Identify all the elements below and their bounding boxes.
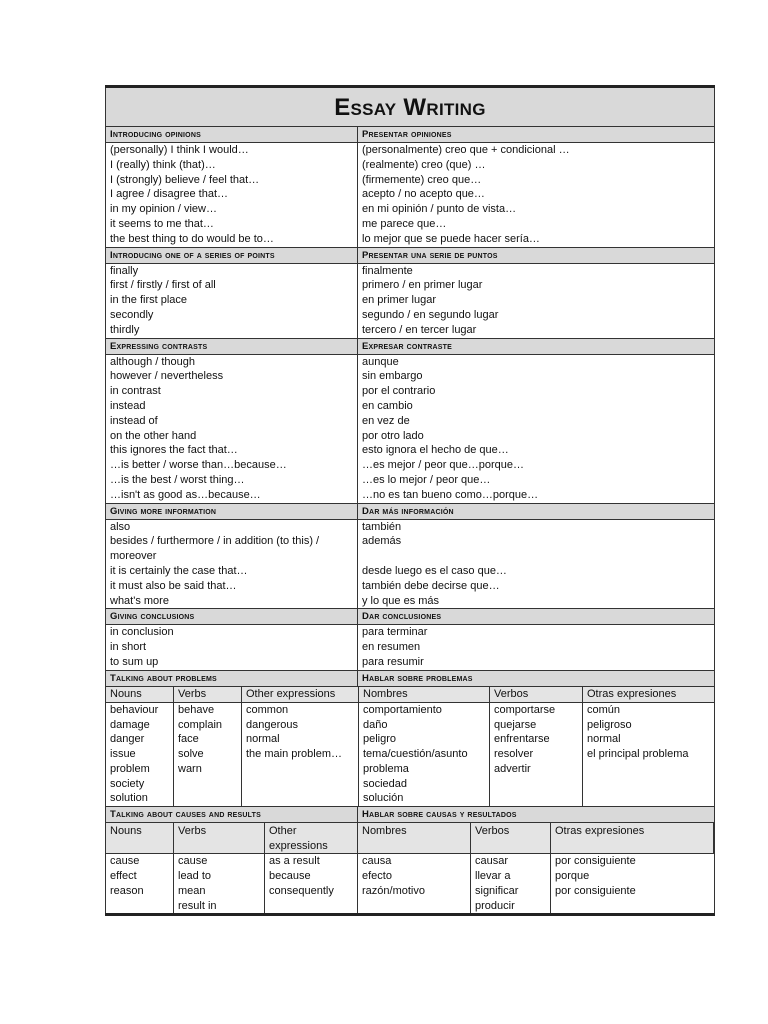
section-header-causes [106,806,714,823]
list-item: mean [178,884,206,897]
list-item: in conclusion [110,626,174,639]
list-item: it is certainly the case that… [110,564,248,577]
en-list [106,143,358,247]
list-item: en primer lugar [362,294,436,307]
list-item: me parece que… [362,217,447,230]
col-header: Verbos [490,687,583,702]
es-header: Presentar una serie de puntos [362,249,498,261]
list-item: society [110,777,145,790]
list-item: por consiguiente [555,855,636,868]
list-item: resolver [494,748,534,761]
list-item: causa [362,855,392,868]
list-item: el principal problema [587,748,689,761]
list-item: …no es tan bueno como…porque… [362,488,539,501]
en-other [265,854,358,913]
list-item: because [269,870,311,883]
en-list [106,264,358,338]
list-item: en resumen [362,641,421,654]
en-list [106,625,358,669]
list-item: por el contrario [362,385,436,398]
list-item: instead of [110,414,158,427]
list-item: the best thing to do would be to… [110,232,274,245]
en-header: Talking about problems [106,671,358,686]
col-header: Nombres [358,823,471,853]
list-item: in my opinion / view… [110,203,217,216]
section-body-problems [106,703,714,807]
list-item: efecto [362,870,392,883]
en-other [242,703,359,807]
list-item: llevar a [475,870,511,883]
list-item: I (strongly) believe / feel that… [110,173,260,186]
list-item: (personally) I think I would… [110,144,249,156]
list-item: problema [363,762,409,775]
es-list [358,264,714,338]
column-headers-problems [106,687,714,703]
col-header: Verbs [174,823,265,853]
list-item: peligroso [587,718,632,731]
list-item: result in [178,899,217,912]
list-item: advertir [494,762,531,775]
list-item: as a result [269,855,320,868]
list-item: what's more [110,594,169,607]
list-item: peligro [363,733,397,746]
list-item: tercero / en tercer lugar [362,323,477,336]
list-item: on the other hand [110,429,197,442]
page-title: Essay Writing [106,88,714,127]
list-item: por consiguiente [555,884,636,897]
list-item: en mi opinión / punto de vista… [362,203,517,216]
col-header: Otras expresiones [587,687,677,700]
col-header: Verbos [471,823,551,853]
es-header: Expresar contraste [362,340,452,352]
list-item: cause [178,855,208,868]
list-item: y lo que es más [362,594,440,607]
col-header: Nouns [106,823,174,853]
list-item [362,549,714,564]
col-header: Nombres [359,687,490,702]
list-item: common [246,703,289,716]
list-item: instead [110,399,146,412]
en-header: Expressing contrasts [106,339,358,354]
col-header: Nouns [106,687,174,702]
list-item: aunque [362,355,399,368]
list-item: …es lo mejor / peor que… [362,473,491,486]
en-verbs [174,854,265,913]
list-item: also [110,520,131,533]
list-item: solution [110,792,148,805]
list-item: …is better / worse than…because… [110,459,287,472]
list-item: razón/motivo [362,884,425,897]
section-header-contrasts [106,338,714,355]
list-item: solve [178,748,204,761]
essay-writing-sheet [105,85,715,916]
list-item: enfrentarse [494,733,550,746]
es-other [583,703,714,807]
column-headers-causes [106,823,714,854]
list-item: primero / en primer lugar [362,279,483,292]
es-header: Dar conclusiones [362,611,442,623]
list-item: reason [110,884,144,897]
col-header: Other expressions [265,823,358,853]
section-body-causes [106,854,714,913]
en-nouns [106,854,174,913]
list-item: sin embargo [362,370,423,383]
list-item: normal [246,733,280,746]
list-item: acepto / no acepto que… [362,188,485,201]
list-item: normal [587,733,621,746]
list-item: (personalmente) creo que + condicional … [362,144,570,156]
en-header: Talking about causes and results [106,807,358,822]
list-item: (firmemente) creo que… [362,173,482,186]
list-item: lo mejor que se puede hacer sería… [362,232,540,245]
list-item: thirdly [110,323,140,336]
list-item: …isn't as good as…because… [110,488,261,501]
list-item: finalmente [362,264,413,277]
es-header: Hablar sobre problemas [362,672,473,684]
section-header-conclusions [106,608,714,625]
list-item: producir [475,899,515,912]
es-list [358,520,714,609]
list-item: effect [110,870,137,883]
section-body-conclusions [106,625,714,669]
list-item: en cambio [362,399,413,412]
es-header: Dar más información [362,505,454,517]
col-header: Otras expresiones [551,823,714,853]
section-header-info [106,503,714,520]
en-nouns [106,703,174,807]
list-item: también [362,520,402,533]
list-item: para terminar [362,626,428,639]
list-item: para resumir [362,655,424,668]
list-item: this ignores the fact that… [110,444,238,457]
list-item: quejarse [494,718,537,731]
list-item: cause [110,855,140,868]
list-item: solución [363,792,404,805]
list-item: problem [110,762,150,775]
list-item: …es mejor / peor que…porque… [362,459,525,472]
en-header: Introducing one of a series of points [106,248,358,263]
list-item: …is the best / worst thing… [110,473,245,486]
section-header-opinions [106,127,714,143]
list-item: it seems to me that… [110,217,214,230]
en-header: Introducing opinions [106,127,358,142]
list-item: although / though [110,355,196,368]
list-item: dangerous [246,718,298,731]
list-item: comportamiento [363,703,442,716]
list-item: in short [110,641,147,654]
list-item: por otro lado [362,429,424,442]
en-list [106,520,358,609]
list-item: consequently [269,884,334,897]
list-item: moreover [110,550,157,563]
es-nouns [358,854,471,913]
list-item: en vez de [362,414,410,427]
list-item: to sum up [110,655,159,668]
en-list [106,355,358,503]
list-item: desde luego es el caso que… [362,564,507,577]
list-item: esto ignora el hecho de que… [362,444,509,457]
list-item: porque [555,870,590,883]
list-item: daño [363,718,388,731]
es-header: Hablar sobre causas y resultados [362,809,517,821]
list-item: tema/cuestión/asunto [363,748,468,761]
list-item: I (really) think (that)… [110,158,216,171]
list-item: the main problem… [246,748,342,761]
list-item: danger [110,733,145,746]
en-header: Giving more information [106,504,358,519]
list-item: segundo / en segundo lugar [362,308,499,321]
list-item: besides / furthermore / in addition (to this) / [110,535,320,548]
list-item: it must also be said that… [110,579,237,592]
es-header: Presentar opiniones [362,129,452,140]
list-item: issue [110,748,136,761]
list-item: face [178,733,199,746]
es-verbs [490,703,583,807]
list-item: in contrast [110,385,161,398]
es-nouns [359,703,490,807]
en-verbs [174,703,242,807]
list-item: behaviour [110,703,159,716]
list-item: común [587,703,621,716]
section-body-contrasts [106,355,714,503]
es-list [358,143,714,247]
list-item: I agree / disagree that… [110,188,229,201]
list-item: behave [178,703,215,716]
section-body-opinions [106,143,714,247]
col-header: Other expressions [242,687,359,702]
es-list [358,625,714,669]
col-header: Verbs [174,687,242,702]
section-body-info [106,520,714,609]
list-item: complain [178,718,223,731]
list-item: in the first place [110,294,188,307]
list-item: however / nevertheless [110,370,224,383]
list-item: además [362,535,402,548]
section-body-points [106,264,714,338]
section-header-points [106,247,714,264]
list-item: finally [110,264,139,277]
list-item: sociedad [363,777,408,790]
en-header: Giving conclusions [106,609,358,624]
list-item: lead to [178,870,212,883]
list-item: first / firstly / first of all [110,279,216,292]
list-item: causar [475,855,509,868]
es-verbs [471,854,551,913]
list-item: warn [178,762,202,775]
es-other [551,854,714,913]
es-list [358,355,714,503]
section-header-problems [106,670,714,687]
list-item: comportarse [494,703,556,716]
list-item: significar [475,884,519,897]
list-item: también debe decirse que… [362,579,500,592]
list-item: (realmente) creo (que) … [362,158,486,171]
list-item: damage [110,718,150,731]
list-item: secondly [110,308,154,321]
